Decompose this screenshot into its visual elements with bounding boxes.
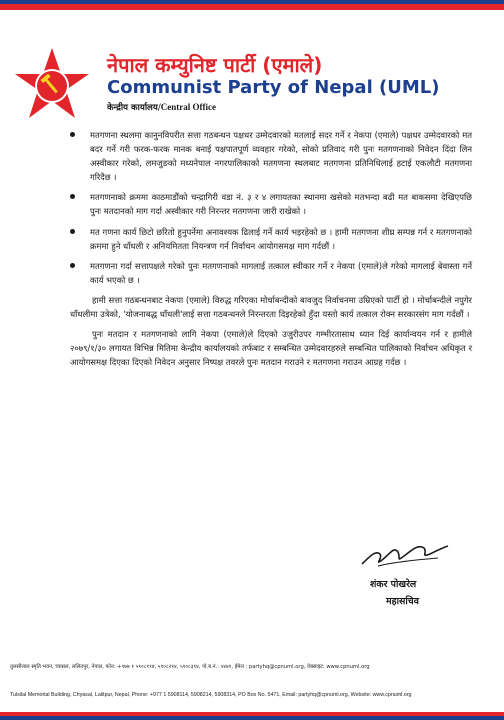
page-footer [0, 654, 504, 720]
signatory-title: महासचिव [386, 596, 419, 607]
bullet-text: मतगणनाको क्रममा काठमाडौंको चन्द्रागिरी वडा नं. ३ र ४ लगायतका स्थानमा खसेको मतभन्दा बढी मत बाकसमा देखिएपछि पुनः मतदानको माग गर्दा अस्वीकार गरी निरन्तर मतगणना जारी राखेको । [90, 192, 472, 217]
bullet-item [70, 259, 472, 287]
body-paragraph: पुनः मतदान र मतगणनाको लागि नेकपा (एमाले)ले दिएको उजुरीउपर गम्भीरतासाथ ध्यान दिई कार्यान्वयन गर्न र हामीले २०७९/१/३० लगायत विभिन्न मितिमा केन्द्रीय कार्यालयको तर्फबाट र सम्बन्धित उम्मेदवारहरुले सम्बन्धित पालिकाको निर्वाचन अधिकृत र आयोगसमक्ष दिएका दिएको निवेदन अनुसार निष्पक्ष तवरले पुनः मतदान गराउने र मतगणना गराउन आग्रह गर्दछ । [70, 329, 472, 368]
office-line [107, 101, 216, 113]
party-name-nepali: नेपाल कम्युनिष्ट पार्टी (एमाले) [107, 53, 323, 77]
bullet-item [70, 128, 472, 184]
statement-body [70, 128, 472, 375]
footer-address-english: Tulsilal Memorial Building, Chyasal, Lalitpur, Nepal, Phone: +977 1 5908114, 5908214, 5908314, PO Box No. 5471, Email: partyhq@cpnuml.org, Website: www.cpnuml.org [10, 692, 412, 698]
bullet-dot-icon [70, 194, 75, 199]
footer-address-nepali: तुलसीलाल स्मृति भवन, च्यासल, ललितपुर, नेपाल, फोन: +९७७ १ ५९०८११४, ५९०८२१४, ५९०८३१४, पो.ब.नं.: ५४७१, ईमेल : partyhq@cpnuml.org, वेबसाइट: www.cpnuml.org [10, 664, 370, 670]
signatory-name: शंकर पोखरेल [370, 579, 417, 590]
office-english: Central Office [160, 102, 217, 112]
footer-color-stripe [0, 712, 504, 720]
hammer-sickle-star-logo [14, 48, 90, 124]
office-separator: / [157, 103, 161, 113]
bullet-item [70, 225, 472, 253]
bullet-item [70, 190, 472, 218]
bullet-dot-icon [70, 263, 75, 268]
bullet-dot-icon [70, 229, 75, 234]
top-red-stripe [0, 4, 504, 10]
bullet-text: मतगणना गर्दा सत्तापक्षले गरेको पुनः मतगणनाको मागलाई तत्काल स्वीकार गर्ने र नेकपा (एमाले)ले गरेको मागलाई बेवास्ता गर्ने कार्य भएको छ । [90, 260, 472, 285]
top-color-stripe [0, 0, 504, 10]
office-nepali: केन्द्रीय कार्यालय [107, 103, 158, 113]
bullet-text: मतगणना स्थलमा कानुनविपरीत सत्ता गठबन्धन पक्षधर उम्मेदवारको मतलाई सदर गर्ने र नेकपा (एमाले) पक्षधर उम्मेदवारको मत बदर गर्ने गरी फरक-फरक मानक बनाई पक्षपातपूर्ण व्यवहार गरेको, सोको प्रतिवाद गरी पुनः मतगणनाको निवेदन दिंदा लिन अस्वीकार गरेको, लमजुङको मध्यनेपाल नगरपालिकाको मतगणना स्थलबाट मतगणना प्रतिनिधिलाई हटाई एकलौटी मतगणना गरिदैछ । [90, 130, 472, 183]
handwritten-signature [358, 536, 450, 572]
party-name-english: Communist Party of Nepal (UML) [107, 77, 440, 98]
bullet-text: मत गणना कार्य छिटो छरितो हुनुपर्नेमा अनावश्यक ढिलाई गर्ने कार्य भइरहेको छ । हामी मतगणना शीघ्र सम्पन्न गर्न र मतगणनाको क्रममा हुने धाँधली र अनियमितता नियन्त्रण गर्न निर्वाचन आयोगसमक्ष माग गर्दछौं । [90, 226, 472, 251]
body-paragraph: हामी सत्ता गठबन्धनबाट नेकपा (एमाले) विरुद्ध गरिएका मोर्चाबन्दीको बावजुद निर्वाचनमा उम्रिएको पार्टी हो । मोर्चाबन्दीले नपुगेर धाँधलीमा उत्रेको, 'योजनाबद्ध धाँधली'लाई सत्ता गठबन्धनले निरन्तरता दिइरहेको हुँदा यस्तो कार्य तत्काल रोक्न सरकारसंग माग गर्दछौं । [70, 294, 472, 320]
bullet-dot-icon [70, 132, 75, 137]
footer-blue-stripe [0, 716, 504, 720]
